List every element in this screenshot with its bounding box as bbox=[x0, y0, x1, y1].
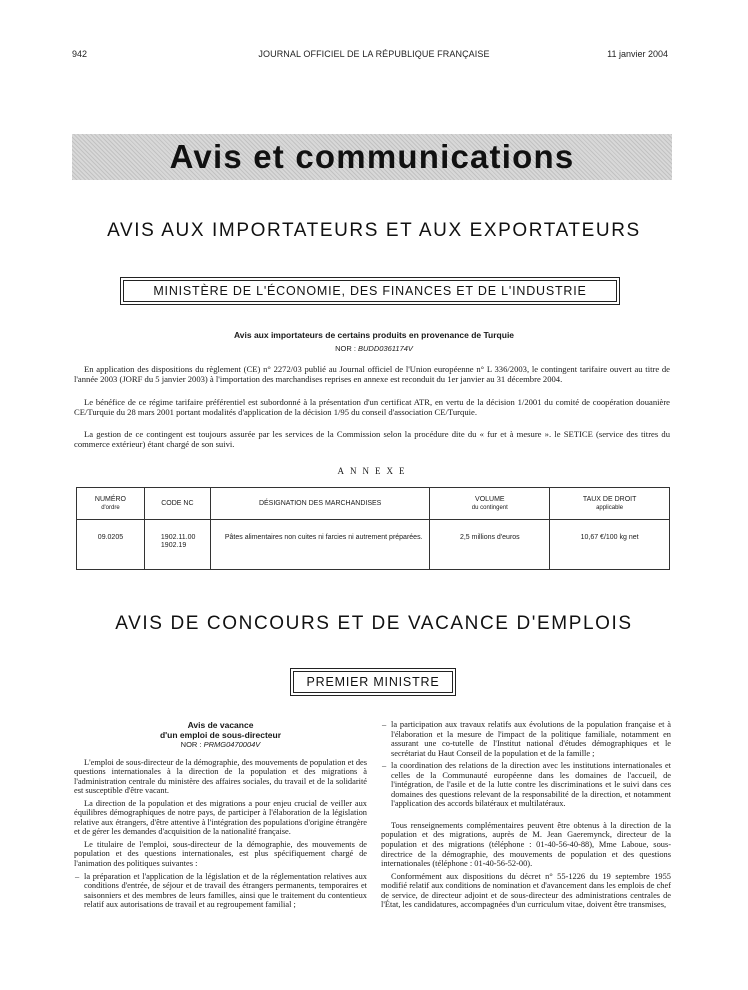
list-item: – la participation aux travaux relatifs aux évolutions de la population française et à l'élaboration et la mesure de l'impact de la politique familiale, notamment en assurant une co-tutelle de l'Institut national d'études démographiques et le secrétariat du Haut Conseil de la population et de la famille ; bbox=[381, 720, 671, 758]
col-header-designation: DÉSIGNATION DES MARCHANDISES bbox=[210, 488, 430, 520]
nor-reference bbox=[74, 740, 367, 750]
vacancy-paragraph: Le titulaire de l'emploi, sous-directeur de la démographie, des mouvements de population et des questions internationales, est plus spécifiquement chargé de l'animation des politiques suivantes : bbox=[74, 839, 367, 869]
col-header-code: CODE NC bbox=[144, 488, 210, 520]
banner-title: Avis et communications bbox=[169, 138, 575, 175]
col-header-taux: TAUX DE DROIT applicable bbox=[550, 488, 670, 520]
left-column bbox=[74, 720, 367, 913]
section-heading-importateurs: AVIS AUX IMPORTATEURS ET AUX EXPORTATEURS bbox=[107, 220, 641, 241]
ministry-box bbox=[290, 668, 456, 696]
nor-value: PRMG0470004V bbox=[203, 740, 261, 749]
cell-taux: 10,67 €/100 kg net bbox=[550, 520, 670, 570]
table-header-row bbox=[77, 488, 670, 520]
right-column bbox=[381, 720, 671, 913]
nor-value: BUDD0361174V bbox=[358, 344, 413, 353]
table-row bbox=[77, 520, 670, 570]
ministry-name: PREMIER MINISTRE bbox=[293, 671, 453, 693]
vacancy-paragraph: L'emploi de sous-directeur de la démographie, des mouvements de population et des questions internationales à la direction de la population et des migrations à l'administration centrale du ministère des affaires sociales, du travail et de la solidarité est susceptible d'être vacant. bbox=[74, 757, 367, 796]
vacancy-paragraph: Conformément aux dispositions du décret n° 55-1226 du 19 septembre 1955 modifié relatif aux conditions de nomination et d'avancement dans les emplois de chef de service, de directeur adjoint et de sous-directeur des administrations centrales de l'État, les candidatures, accompagnées d'un curriculum vitae, doivent être transmises, bbox=[381, 871, 671, 910]
annexe-label: ANNEXE bbox=[337, 466, 411, 476]
page-number: 942 bbox=[72, 49, 88, 59]
notice-paragraph: En application des dispositions du règlement (CE) n° 2272/03 publié au Journal officiel de l'Union européenne n° L 336/2003, le contingent tarifaire ouvert au titre de l'année 2003 (JORF du 5 janvier 2003) à l'importation des marchandises reprises en annexe est reconduit du 1er janvier au 31 décembre 2004. bbox=[74, 364, 670, 384]
notice-title: Avis aux importateurs de certains produits en provenance de Turquie bbox=[233, 330, 515, 340]
vacancy-subtitle: d'un emploi de sous-directeur bbox=[159, 730, 282, 740]
col-header-volume: VOLUME du contingent bbox=[430, 488, 550, 520]
vacancy-paragraph: Tous renseignements complémentaires peuvent être obtenus à la direction de la population et des migrations, auprès de M. Jean Gaeremynck, directeur de la population et des migrations (téléphone : 01-40-56-40-88), Mme Laboue, sous-directrice de la démographie, des mouvements de population et des questions internationales (téléphone : 01-40-56-52-00). bbox=[381, 820, 671, 869]
nor-label: NOR : bbox=[335, 344, 356, 353]
vacancy-paragraph: La direction de la population et des migrations a pour enjeu crucial de veiller aux équilibres démographiques de notre pays, de participer à l'élaboration de la législation relative aux étrangers, d'être attentive à l'intégration des populations d'origine étrangère et de gérer les demandes d'acquisition de la nationalité française. bbox=[74, 798, 367, 837]
section-banner bbox=[72, 134, 672, 180]
section-heading-concours: AVIS DE CONCOURS ET DE VACANCE D'EMPLOIS bbox=[115, 613, 633, 634]
cell-numero: 09.0205 bbox=[77, 520, 145, 570]
cell-code: 1902.11.00 1902.19 bbox=[144, 520, 210, 570]
vacancy-title: Avis de vacance bbox=[187, 720, 254, 730]
cell-volume: 2,5 millions d'euros bbox=[430, 520, 550, 570]
journal-title: JOURNAL OFFICIEL DE LA RÉPUBLIQUE FRANÇAISE bbox=[258, 49, 490, 59]
nor-reference bbox=[0, 344, 748, 353]
issue-date: 11 janvier 2004 bbox=[607, 49, 668, 59]
notice-paragraph: La gestion de ce contingent est toujours assurée par les services de la Commission selon la procédure dite du « fur et à mesure ». le SETICE (service des titres du commerce extérieur) étant chargé de son suivi. bbox=[74, 429, 670, 449]
ministry-name: MINISTÈRE DE L'ÉCONOMIE, DES FINANCES ET DE L'INDUSTRIE bbox=[123, 280, 617, 302]
ministry-box bbox=[120, 277, 620, 305]
annexe-table bbox=[76, 487, 670, 570]
list-item: – la coordination des relations de la direction avec les institutions internationales et celles de la Communauté européenne dans les domaines de l'accueil, de l'intégration, de l'asile et de la lutte contre les discriminations et le suivi dans ces domaines des questions relevant de la responsabilité de la direction, et notamment l'application des accords bilatéraux et multilatéraux. bbox=[381, 761, 671, 809]
nor-label: NOR : bbox=[180, 740, 202, 749]
notice-paragraph: Le bénéfice de ce régime tarifaire préférentiel est subordonné à la présentation d'un certificat ATR, en vertu de la décision 1/2001 du comité de coopération douanière CE/Turquie du 28 mars 2001 portant modalités d'application de la décision 1/95 du conseil d'association CE/Turquie. bbox=[74, 397, 670, 417]
col-header-numero: NUMÉRO d'ordre bbox=[77, 488, 145, 520]
list-item: – la préparation et l'application de la législation et de la réglementation relatives aux conditions d'entrée, de séjour et de travail des étrangers permanents, temporaires et saisonniers et des membres de leurs familles, ainsi que le traitement du contentieux relatif aux autorisations de travail et au regroupement familial ; bbox=[74, 872, 367, 910]
cell-designation: Pâtes alimentaires non cuites ni farcies ni autrement préparées. bbox=[210, 520, 430, 570]
